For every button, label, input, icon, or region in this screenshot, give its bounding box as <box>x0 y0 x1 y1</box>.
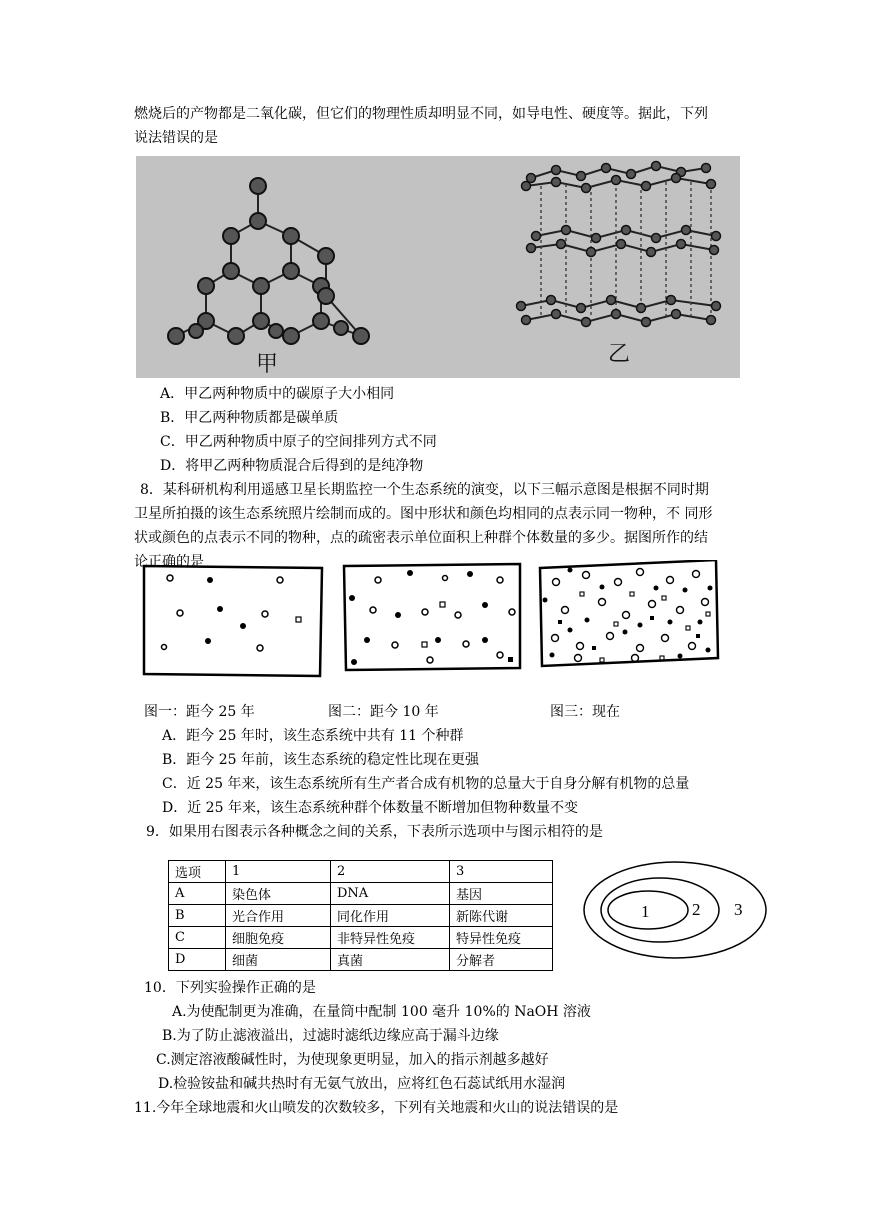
q10-stem: 10．下列实验操作正确的是 <box>144 980 316 996</box>
venn-label-1: 1 <box>641 902 650 921</box>
q7-option-d: D．将甲乙两种物质混合后得到的是纯净物 <box>160 458 424 474</box>
q7-option-b: B．甲乙两种物质都是碳单质 <box>160 410 339 426</box>
q8-option-b: B．距今 25 年前，该生态系统的稳定性比现在更强 <box>162 752 480 768</box>
ecosystem-sketches <box>140 560 730 680</box>
table-cell: D <box>169 949 226 971</box>
table-cell: 染色体 <box>226 883 331 905</box>
q8-option-c: C．近 25 年来，该生态系统所有生产者合成有机物的总量大于自身分解有机物的总量 <box>162 776 690 792</box>
table-header-cell: 选项 <box>169 861 226 883</box>
table-cell: 特异性免疫 <box>450 927 553 949</box>
table-header-cell: 1 <box>226 861 331 883</box>
q10-option-d: D.检验铵盐和碱共热时有无氨气放出，应将红色石蕊试纸用水湿润 <box>158 1076 566 1092</box>
table-header-cell: 2 <box>331 861 450 883</box>
table-cell: 新陈代谢 <box>450 905 553 927</box>
table-row <box>169 883 553 905</box>
q9-stem: 9．如果用右图表示各种概念之间的关系，下表所示选项中与图示相符的是 <box>146 824 603 840</box>
ecosystem-figure-1 <box>144 566 322 676</box>
carbon-structure-svg <box>136 156 740 378</box>
table-cell: 细胞免疫 <box>226 927 331 949</box>
q8-stem-line-3: 状或颜色的点表示不同的物种，点的疏密表示单位面积上种群个体数量的多少。据图所作的结 <box>134 530 708 546</box>
table-header-row <box>169 861 553 883</box>
table-cell: A <box>169 883 226 905</box>
venn-label-3: 3 <box>734 900 743 919</box>
table-cell: B <box>169 905 226 927</box>
label-jia: 甲 <box>256 352 279 377</box>
q9-options-table <box>168 860 553 971</box>
q8-stem-line-4: 论正确的是 <box>134 554 204 570</box>
q7-option-a: A．甲乙两种物质中的碳原子大小相同 <box>160 386 395 402</box>
table-cell: DNA <box>331 883 450 905</box>
q8-stem-line-1: 8．某科研机构利用遥感卫星长期监控一个生态系统的演变，以下三幅示意图是根据不同时期 <box>140 482 709 498</box>
q8-caption-1: 图一：距今 25 年 <box>144 704 255 720</box>
q8-option-d: D．近 25 年来，该生态系统种群个体数量不断增加但物种数量不变 <box>162 800 578 816</box>
table-cell: 光合作用 <box>226 905 331 927</box>
q7-option-c: C．甲乙两种物质中原子的空间排列方式不同 <box>160 434 437 450</box>
q8-option-a: A．距今 25 年时，该生态系统中共有 11 个种群 <box>162 728 464 744</box>
label-yi: 乙 <box>608 342 631 367</box>
q8-stem-line-2: 卫星所拍摄的该生态系统照片绘制而成的。图中形状和颜色均相同的点表示同一物种，不 同形 <box>134 506 713 522</box>
ecosystem-figure-2 <box>344 564 520 670</box>
intro-line-2: 说法错误的是 <box>134 130 218 146</box>
table-cell: 非特异性免疫 <box>331 927 450 949</box>
q11-stem: 11.今年全球地震和火山喷发的次数较多，下列有关地震和火山的说法错误的是 <box>134 1100 619 1116</box>
ecosystem-figure-3 <box>540 560 718 666</box>
table-cell: 同化作用 <box>331 905 450 927</box>
venn-diagram <box>580 856 780 966</box>
carbon-structure-figure <box>136 156 740 378</box>
table-row <box>169 905 553 927</box>
q8-caption-3: 图三：现在 <box>550 704 620 720</box>
q10-option-b: B.为了防止滤液溢出，过滤时滤纸边缘应高于漏斗边缘 <box>162 1028 499 1044</box>
venn-label-2: 2 <box>692 900 701 919</box>
q8-caption-2: 图二：距今 10 年 <box>328 704 439 720</box>
q10-option-a: A.为使配制更为准确，在量筒中配制 100 毫升 10%的 NaOH 溶液 <box>172 1004 591 1020</box>
table-cell: 真菌 <box>331 949 450 971</box>
table-cell: 分解者 <box>450 949 553 971</box>
table-row <box>169 949 553 971</box>
table-header-cell: 3 <box>450 861 553 883</box>
table-row <box>169 927 553 949</box>
q10-option-c: C.测定溶液酸碱性时，为使现象更明显，加入的指示剂越多越好 <box>156 1052 549 1068</box>
table-cell: 基因 <box>450 883 553 905</box>
intro-line-1: 燃烧后的产物都是二氧化碳，但它们的物理性质却明显不同，如导电性、硬度等。据此，下列 <box>134 106 708 122</box>
table-cell: 细菌 <box>226 949 331 971</box>
table-cell: C <box>169 927 226 949</box>
